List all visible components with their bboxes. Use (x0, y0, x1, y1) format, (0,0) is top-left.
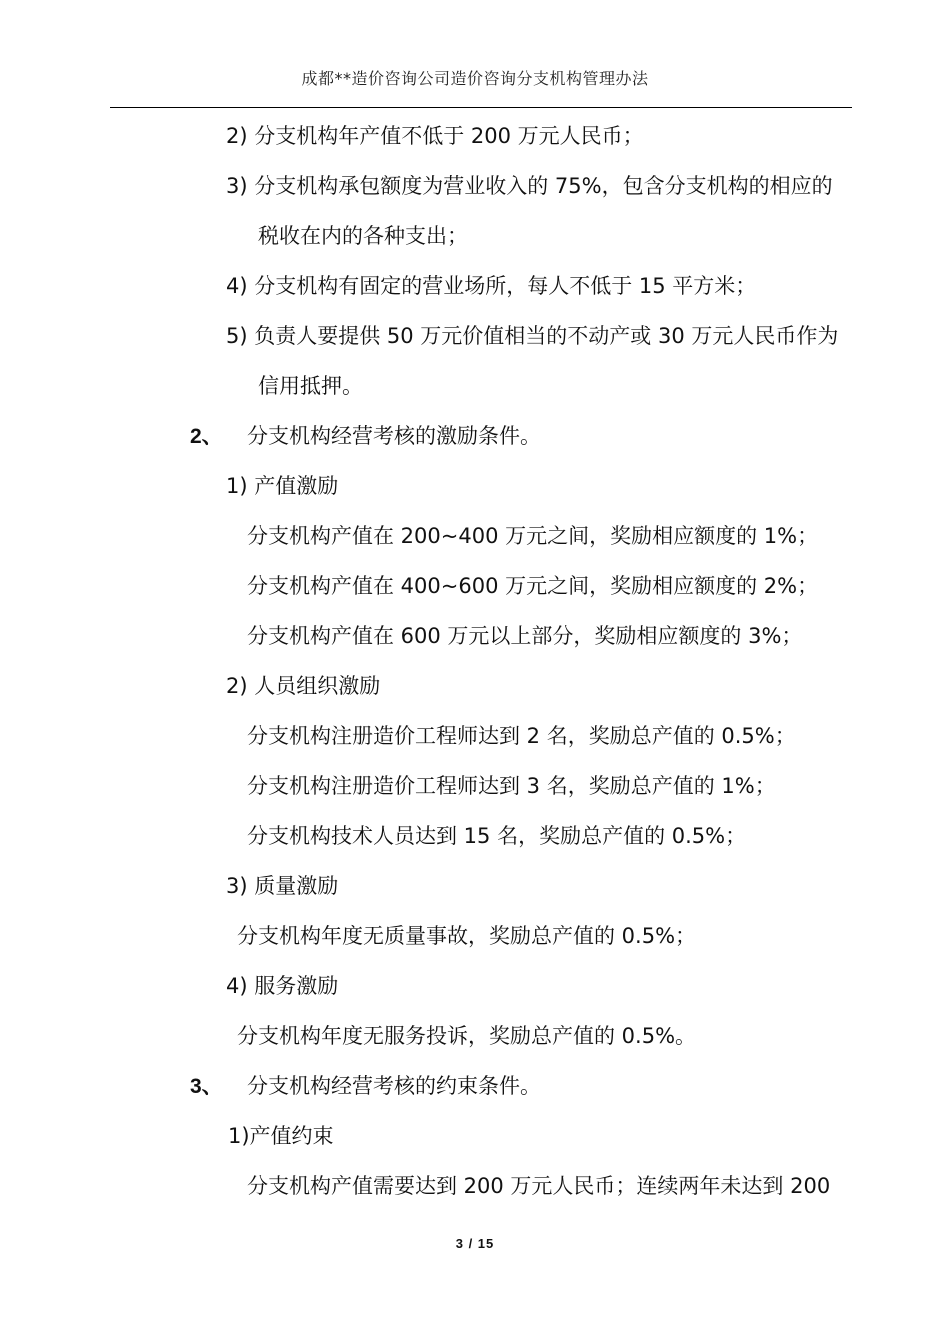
section-number: 3、 (190, 1075, 223, 1098)
body-line: 信用抵押。 (258, 374, 363, 398)
body-line: 税收在内的各种支出； (258, 224, 468, 248)
subsection-heading: 1) 产值激励 (226, 474, 339, 498)
body-line: 分支机构技术人员达到 15 名，奖励总产值的 0.5%； (247, 824, 747, 848)
body-line: 分支机构产值在 600 万元以上部分，奖励相应额度的 3%； (247, 624, 803, 648)
body-line: 分支机构产值需要达到 200 万元人民币；连续两年未达到 200 (247, 1174, 831, 1198)
body-line: 分支机构产值在 400~600 万元之间，奖励相应额度的 2%； (247, 574, 819, 598)
body-line: 5) 负责人要提供 50 万元价值相当的不动产或 30 万元人民币作为 (226, 324, 839, 348)
body-line: 分支机构年度无服务投诉，奖励总产值的 0.5%。 (237, 1024, 697, 1048)
page-number: 3 / 15 (455, 1236, 495, 1251)
body-line: 分支机构注册造价工程师达到 3 名，奖励总产值的 1%； (247, 774, 776, 798)
section-number: 2、 (190, 425, 223, 448)
body-line: 分支机构产值在 200~400 万元之间，奖励相应额度的 1%； (247, 524, 819, 548)
body-line: 4) 分支机构有固定的营业场所，每人不低于 15 平方米； (226, 274, 757, 298)
section-title: 分支机构经营考核的激励条件。 (247, 424, 541, 448)
subsection-heading: 2) 人员组织激励 (226, 674, 381, 698)
body-line: 2) 分支机构年产值不低于 200 万元人民币； (226, 124, 644, 148)
header-divider (110, 107, 852, 108)
section-title: 分支机构经营考核的约束条件。 (247, 1074, 541, 1098)
subsection-heading: 4) 服务激励 (226, 974, 339, 998)
body-line: 分支机构年度无质量事故，奖励总产值的 0.5%； (237, 924, 697, 948)
body-line: 分支机构注册造价工程师达到 2 名，奖励总产值的 0.5%； (247, 724, 796, 748)
subsection-heading: 1)产值约束 (228, 1124, 334, 1148)
document-header: 成都**造价咨询公司造价咨询分支机构管理办法 (301, 69, 649, 88)
subsection-heading: 3) 质量激励 (226, 874, 339, 898)
body-line: 3) 分支机构承包额度为营业收入的 75%，包含分支机构的相应的 (226, 174, 833, 198)
